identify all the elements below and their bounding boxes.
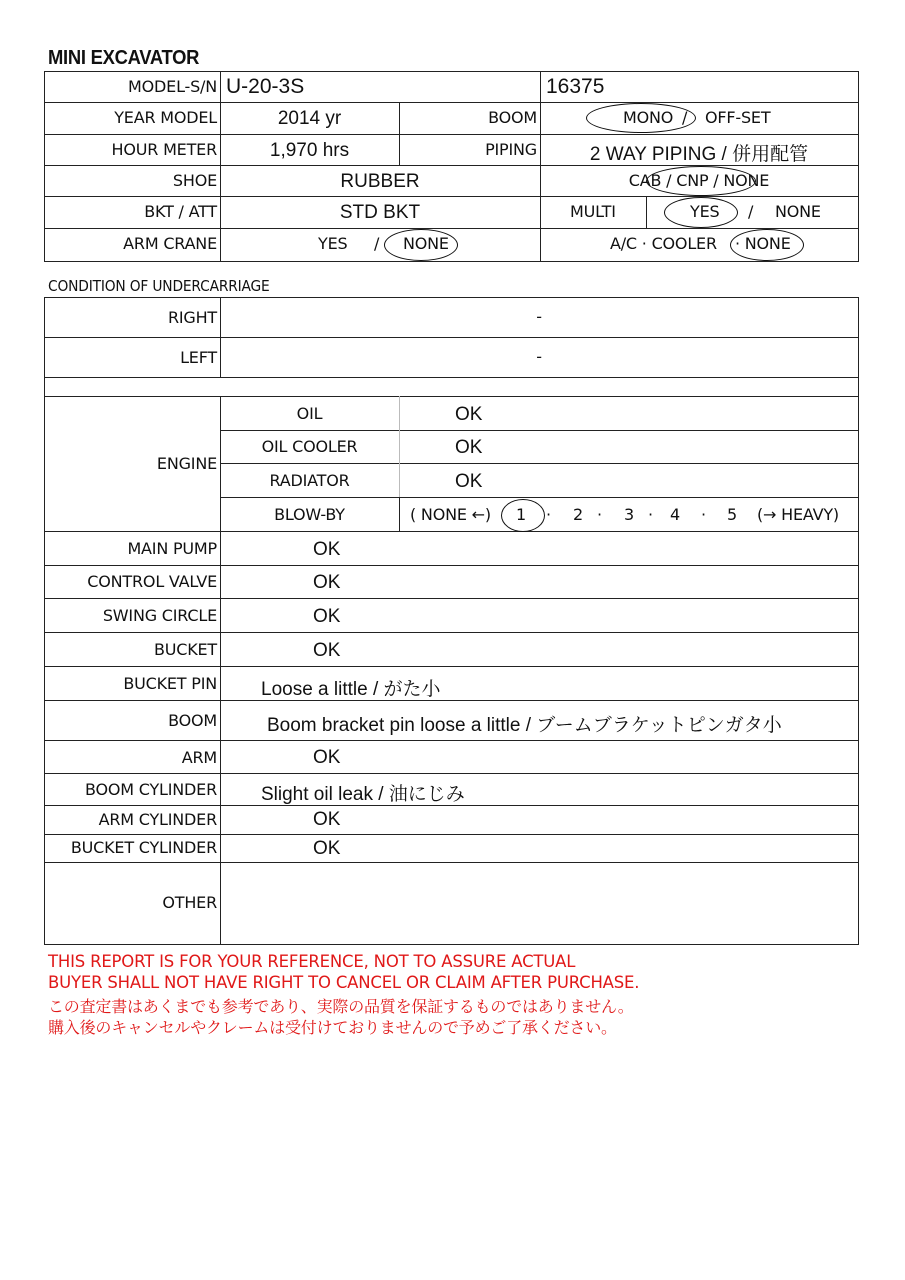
- boom-label: BOOM: [488, 108, 537, 127]
- engine-oil-cooler-value: OK: [455, 437, 483, 458]
- year-value: 2014 yr: [277, 108, 342, 129]
- selected-circle-multi-yes: [664, 197, 738, 228]
- blowby-heavy-end: (→ HEAVY): [757, 505, 839, 524]
- blowby-none-end: ( NONE ←): [410, 505, 491, 524]
- row-label-bucket: BUCKET: [153, 640, 217, 659]
- selected-circle-arm-crane-none: [384, 229, 458, 261]
- shoe-label: SHOE: [172, 171, 217, 190]
- undercarriage-right-value: -: [536, 307, 542, 326]
- engine-blowby-label: BLOW-BY: [274, 505, 345, 524]
- selected-circle-mono: [586, 103, 696, 133]
- hour-meter-value: 1,970 hrs: [269, 140, 350, 161]
- blowby-dot: ·: [648, 505, 653, 524]
- piping-label: PIPING: [485, 140, 537, 159]
- boom-option-mono: MONO: [623, 108, 674, 127]
- hour-meter-label: HOUR METER: [111, 140, 217, 159]
- arm-crane-none: NONE: [403, 234, 449, 253]
- blowby-dot: ·: [597, 505, 602, 524]
- row-label-other: OTHER: [162, 893, 217, 912]
- arm-crane-yes: YES: [318, 234, 348, 253]
- selected-circle-cnp: [646, 166, 756, 196]
- undercarriage-section-title: CONDITION OF UNDERCARRIAGE: [48, 277, 270, 295]
- shoe-value: RUBBER: [340, 171, 420, 192]
- blowby-scale-3: 3: [624, 505, 634, 524]
- disclaimer-line-4: 購入後のキャンセルやクレームは受付けておりませんので予めご了承ください。: [48, 1018, 617, 1037]
- multi-label: MULTI: [570, 202, 616, 221]
- ac-cooler-label: A/C · COOLER: [610, 234, 717, 253]
- row-value-arm: OK: [313, 747, 341, 768]
- row-label-boom-cylinder: BOOM CYLINDER: [85, 780, 217, 799]
- engine-oil-label: OIL: [296, 404, 323, 423]
- undercarriage-right-label: RIGHT: [167, 308, 217, 327]
- row-value-bucket: OK: [313, 640, 341, 661]
- arm-crane-slash: /: [374, 234, 380, 253]
- bkt-att-label: BKT / ATT: [144, 202, 217, 221]
- bkt-att-value: STD BKT: [339, 202, 421, 223]
- blowby-scale-1: 1: [516, 505, 526, 524]
- year-label: YEAR MODEL: [114, 108, 217, 127]
- row-value-bucket-cylinder: OK: [313, 838, 341, 859]
- row-label-bucket-pin: BUCKET PIN: [123, 674, 217, 693]
- row-value-bucket-pin: Loose a little / がた小: [261, 679, 441, 700]
- selected-circle-ac-none: [730, 229, 804, 261]
- row-label-arm: ARM: [181, 748, 217, 767]
- model-value: U-20-3S: [226, 75, 305, 98]
- row-value-swing-circle: OK: [313, 606, 341, 627]
- row-value-main-pump: OK: [313, 539, 341, 560]
- selected-circle-blowby-1: [501, 499, 545, 532]
- multi-yes: YES: [690, 202, 720, 221]
- model-label: MODEL-S/N: [128, 77, 217, 96]
- engine-oil-cooler-label: OIL COOLER: [261, 437, 358, 456]
- row-label-main-pump: MAIN PUMP: [127, 539, 217, 558]
- engine-oil-value: OK: [455, 404, 483, 425]
- engine-label: ENGINE: [156, 454, 217, 473]
- disclaimer-line-3: この査定書はあくまでも参考であり、実際の品質を保証するものではありません。: [48, 997, 634, 1016]
- arm-crane-label: ARM CRANE: [123, 234, 217, 253]
- piping-value: 2 WAY PIPING / 併用配管: [589, 144, 809, 165]
- undercarriage-left-label: LEFT: [180, 348, 217, 367]
- multi-slash: /: [748, 202, 754, 221]
- row-label-swing-circle: SWING CIRCLE: [102, 606, 217, 625]
- serial-value: 16375: [546, 75, 605, 98]
- disclaimer-line-2: BUYER SHALL NOT HAVE RIGHT TO CANCEL OR CLAIM AFTER PURCHASE.: [48, 973, 640, 992]
- row-value-boom-cylinder: Slight oil leak / 油にじみ: [261, 784, 465, 805]
- boom-slash: /: [682, 108, 688, 127]
- multi-none: NONE: [775, 202, 821, 221]
- row-label-bucket-cylinder: BUCKET CYLINDER: [70, 838, 217, 857]
- engine-radiator-label: RADIATOR: [269, 471, 350, 490]
- blowby-scale-2: 2: [573, 505, 583, 524]
- blowby-scale-5: 5: [727, 505, 737, 524]
- row-value-boom: Boom bracket pin loose a little / ブームブラケットピンガタ小: [267, 715, 782, 736]
- blowby-dot: ·: [546, 505, 551, 524]
- boom-option-offset: OFF-SET: [705, 108, 771, 127]
- row-label-control-valve: CONTROL VALVE: [87, 572, 217, 591]
- undercarriage-left-value: -: [536, 347, 542, 366]
- disclaimer-line-1: THIS REPORT IS FOR YOUR REFERENCE, NOT TO ASSURE ACTUAL: [48, 952, 576, 971]
- row-label-arm-cylinder: ARM CYLINDER: [98, 810, 217, 829]
- row-value-control-valve: OK: [313, 572, 341, 593]
- blowby-scale-4: 4: [670, 505, 680, 524]
- cab-options: CAB / CNP / NONE: [628, 171, 770, 190]
- row-value-arm-cylinder: OK: [313, 809, 341, 830]
- engine-radiator-value: OK: [455, 471, 483, 492]
- blowby-dot: ·: [701, 505, 706, 524]
- ac-cooler-none: · NONE: [735, 234, 791, 253]
- row-label-boom: BOOM: [168, 711, 217, 730]
- document-title: MINI EXCAVATOR: [48, 47, 200, 69]
